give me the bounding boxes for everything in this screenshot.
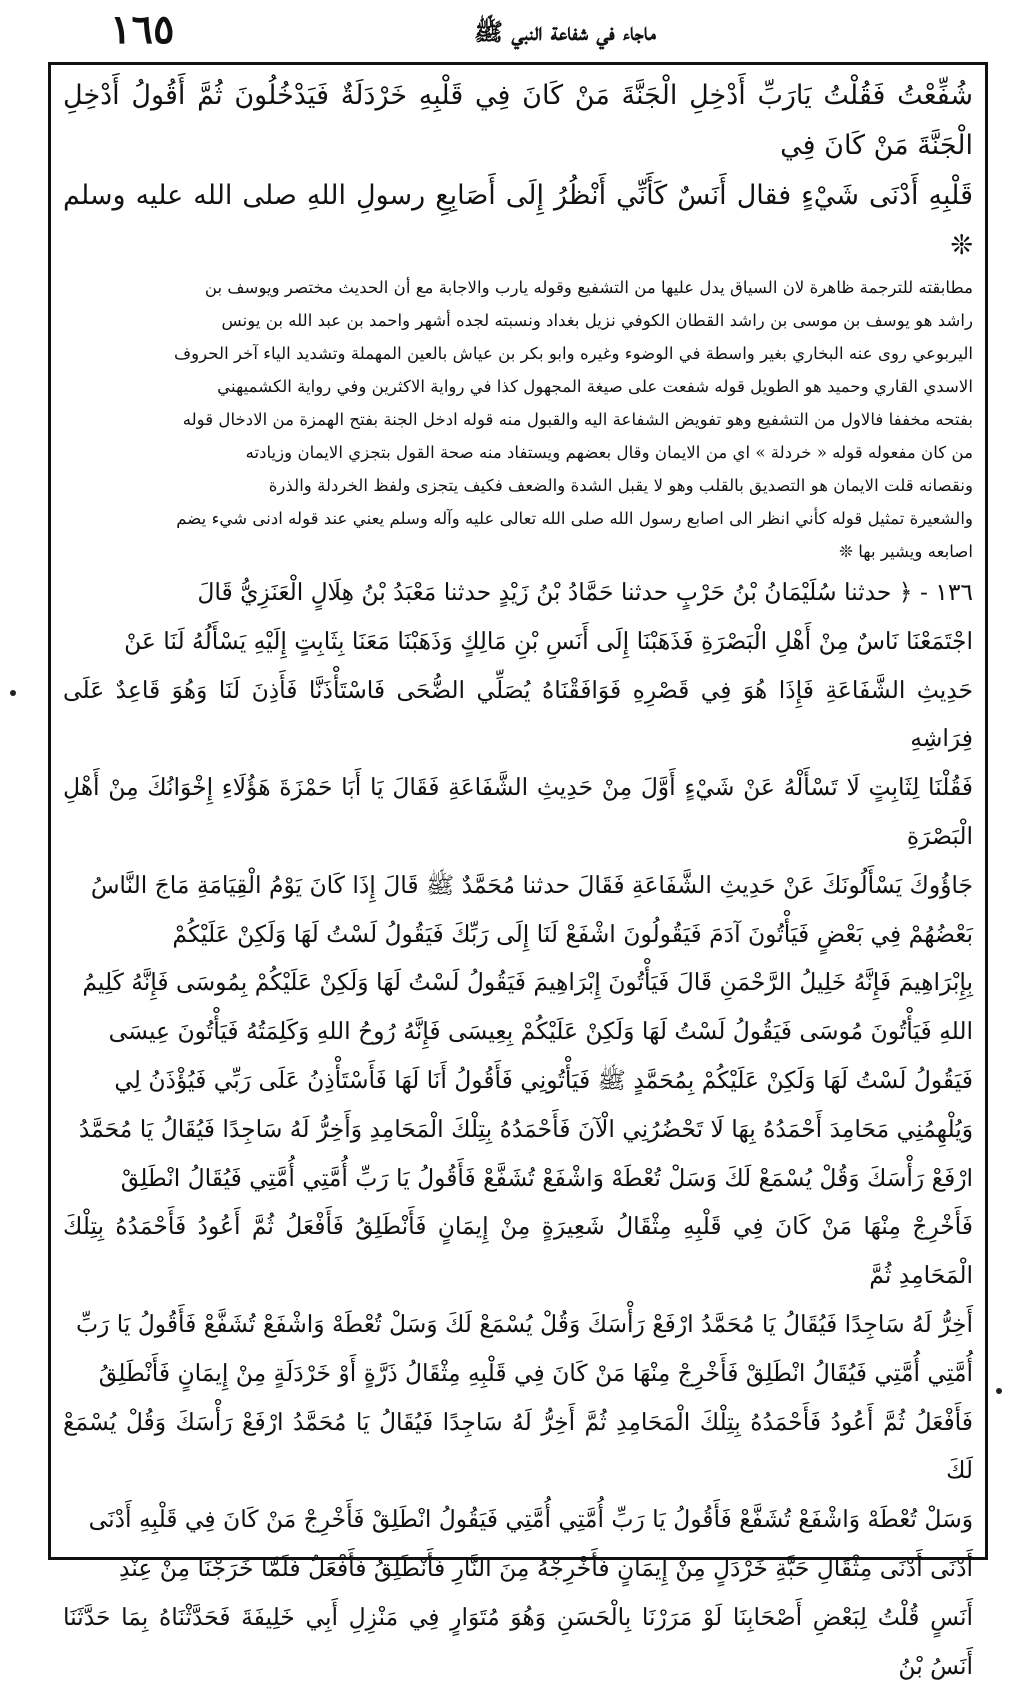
hadith-line: وَيُلْهِمُنِي مَحَامِدَ أَحْمَدُهُ بِهَا لَا تَحْضُرُنِي الْآنَ فَأَحْمَدُهُ بِتِلْكَ الْمَحَامِدِ وَأَخِرُّ لَهُ سَاجِدًا فَيُقَالُ يَا مُحَمَّدُ <box>78 1114 973 1143</box>
hadith-line: ١٣٦ - ﴿ حدثنا سُلَيْمَانُ بْنُ حَرْبٍ حدثنا حَمَّادُ بْنُ زَيْدٍ حدثنا مَعْبَدُ بْنُ هِلَالٍ الْعَنَزِيُّ قَالَ <box>197 578 973 606</box>
margin-dot <box>10 690 16 696</box>
hadith-line: بَعْضُهُمْ فِي بَعْضٍ فَيَأْتُونَ آدَمَ فَيَقُولُونَ اشْفَعْ لَنَا إِلَى رَبِّكَ فَيَقُولُ لَسْتُ لَهَا وَلَكِنْ عَلَيْكُمْ <box>172 919 973 948</box>
commentary-line: اصابعه ويشير بها ❊ <box>839 542 973 561</box>
hadith-line: فَقُلْنَا لِثَابِتٍ لَا تَسْأَلْهُ عَنْ شَيْءٍ أَوَّلَ مِنْ حَدِيثِ الشَّفَاعَةِ فَقَالَ يَا أَبَا حَمْزَةَ هَؤُلَاءِ إِخْوَانُكَ مِنْ أَهْلِ الْبَصْرَةِ <box>63 773 973 850</box>
hadith-line: بِإِبْرَاهِيمَ فَإِنَّهُ خَلِيلُ الرَّحْمَنِ قَالَ فَيَأْتُونَ إِبْرَاهِيمَ فَيَقُولُ لَسْتُ لَهَا وَلَكِنْ عَلَيْكُمْ بِمُوسَى فَإِنَّهُ كَلِيمُ <box>82 968 973 997</box>
hadith-intro <box>63 71 973 271</box>
margin-dot <box>996 1388 1002 1394</box>
hadith-line: أَدْنَى أَدْنَى مِثْقَالِ حَبَّةِ خَرْدَلٍ مِنْ إِيمَانٍ فَأَخْرِجْهُ مِنَ النَّارِ فَأَنْطَلِقُ فَأَفْعَلُ فَلَمَّا خَرَجْنَا مِنْ عِنْدِ <box>119 1553 973 1582</box>
page-number: ١٦٥ <box>110 6 175 53</box>
hadith-main <box>63 568 973 1690</box>
hadith-line: حَدِيثِ الشَّفَاعَةِ فَإِذَا هُوَ فِي قَصْرِهِ فَوَافَقْنَاهُ يُصَلِّي الضُّحَى فَاسْتَأْذَنَّا فَأَذِنَ لَنَا وَهُوَ قَاعِدٌ عَلَى فِرَاشِهِ <box>63 675 973 753</box>
hadith-line: ارْفَعْ رَأْسَكَ وَقُلْ يُسْمَعْ لَكَ وَسَلْ تُعْطَهْ وَاشْفَعْ تُشَفَّعْ فَأَقُولُ يَا رَبِّ أُمَّتِي أُمَّتِي فَيُقَالُ انْطَلِقْ <box>120 1163 973 1192</box>
running-header: ماجاء في شفاعة النبي ﷺ <box>474 17 656 46</box>
hadith-line: فَأَفْعَلُ ثُمَّ أَعُودُ فَأَحْمَدُهُ بِتِلْكَ الْمَحَامِدِ ثُمَّ أَخِرُّ لَهُ سَاجِدًا فَيُقَالُ يَا مُحَمَّدُ ارْفَعْ رَأْسَكَ وَقُلْ يُسْمَعْ لَكَ <box>63 1407 973 1485</box>
commentary <box>63 271 973 568</box>
commentary-line: اليربوعي روى عنه البخاري بغير واسطة في الوضوء وغيره وابو بكر بن عياش بالعين المهملة وتشديد الياء آخر الحروف <box>173 344 973 363</box>
commentary-line: راشد هو يوسف بن موسى بن راشد القطان الكوفي نزيل بغداد ونسبته لجده أشهر واحمد بن عبد الله بن يونس <box>221 311 973 330</box>
commentary-line: والشعيرة تمثيل قوله كأني انظر الى اصابع رسول الله صلى الله تعالى عليه وآله وسلم يعني عند قوله ادنى شيء يضم <box>176 509 973 528</box>
hadith-line: قَلْبِهِ أَدْنَى شَيْءٍ فقال أَنَسٌ كَأَنِّي أَنْظُرُ إِلَى أَصَابِعِ رسولِ اللهِ صلى الله عليه وسلم ❊ <box>63 180 973 261</box>
hadith-line: وَسَلْ تُعْطَهْ وَاشْفَعْ تُشَفَّعْ فَأَقُولُ يَا رَبِّ أُمَّتِي أُمَّتِي فَيَقُولُ انْطَلِقْ فَأَخْرِجْ مَنْ كَانَ فِي قَلْبِهِ أَدْنَى <box>88 1505 973 1534</box>
commentary-line: بفتحه مخففا فالاول من التشفيع وهو تفويض الشفاعة اليه والقبول منه قوله ادخل الجنة بفتح الهمزة من الادخال قوله <box>182 410 973 429</box>
commentary-line: من كان مفعوله قوله « خردلة » اي من الايمان وقال بعضهم ويستفاد منه صحة القول بتجزي الايمان وزيادته <box>245 443 973 462</box>
hadith-line: فَأَخْرِجْ مِنْهَا مَنْ كَانَ فِي قَلْبِهِ مِثْقَالُ شَعِيرَةٍ مِنْ إِيمَانٍ فَأَنْطَلِقُ فَأَفْعَلُ ثُمَّ أَعُودُ فَأَحْمَدُهُ بِتِلْكَ الْمَحَامِدِ ثُمَّ <box>63 1212 973 1290</box>
hadith-line: أُمَّتِي أُمَّتِي فَيُقَالُ انْطَلِقْ فَأَخْرِجْ مِنْهَا مَنْ كَانَ فِي قَلْبِهِ مِثْقَالُ ذَرَّةٍ أَوْ خَرْدَلَةٍ مِنْ إِيمَانٍ فَأَنْطَلِقُ <box>98 1358 973 1387</box>
page-frame <box>48 62 988 1680</box>
hadith-line: فَيَقُولُ لَسْتُ لَهَا وَلَكِنْ عَلَيْكُمْ بِمُحَمَّدٍ ﷺ فَيَأْتُونِي فَأَقُولُ أَنَا لَهَا فَأَسْتَأْذِنُ عَلَى رَبِّي فَيُؤْذَنُ لِي <box>114 1065 973 1094</box>
hadith-line: أَنَسٍ قُلْتُ لِبَعْضِ أَصْحَابِنَا لَوْ مَرَرْنَا بِالْحَسَنِ وَهُوَ مُتَوَارٍ فِي مَنْزِلِ أَبِي خَلِيفَةَ فَحَدَّثْنَاهُ بِمَا حَدَّثَنَا أَنَسُ بْنُ <box>63 1602 973 1680</box>
hadith-line: اجْتَمَعْنَا نَاسٌ مِنْ أَهْلِ الْبَصْرَةِ فَذَهَبْنَا إِلَى أَنَسِ بْنِ مَالِكٍ وَذَهَبْنَا مَعَنَا بِثَابِتٍ إِلَيْهِ يَسْأَلُهُ لَنَا عَنْ <box>124 626 973 655</box>
commentary-line: ونقصانه قلت الايمان هو التصديق بالقلب وهو لا يقبل الشدة والضعف فكيف يتجزى ولفظ الخردلة والذرة <box>268 476 973 495</box>
hadith-line: أَخِرُّ لَهُ سَاجِدًا فَيُقَالُ يَا مُحَمَّدُ ارْفَعْ رَأْسَكَ وَقُلْ يُسْمَعْ لَكَ وَسَلْ تُعْطَهْ وَاشْفَعْ تُشَفَّعْ فَأَقُولُ يَا رَبِّ <box>75 1309 973 1338</box>
commentary-line: مطابقته للترجمة ظاهرة لان السياق يدل عليها من التشفيع وقوله يارب والاجابة مع أن الحديث مختصر ويوسف بن <box>204 278 973 297</box>
hadith-line: جَاؤُوكَ يَسْأَلُونَكَ عَنْ حَدِيثِ الشَّفَاعَةِ فَقَالَ حدثنا مُحَمَّدٌ ﷺ قَالَ إِذَا كَانَ يَوْمُ الْقِيَامَةِ مَاجَ النَّاسُ <box>90 870 973 899</box>
hadith-line: شُفِّعْتُ فَقُلْتُ يَارَبِّ أَدْخِلِ الْجَنَّةَ مَنْ كَانَ فِي قَلْبِهِ خَرْدَلَةٌ فَيَدْخُلُونَ ثُمَّ أَقُولُ أَدْخِلِ الْجَنَّةَ مَنْ كَانَ فِي <box>63 80 973 161</box>
hadith-line: اللهِ فَيَأْتُونَ مُوسَى فَيَقُولُ لَسْتُ لَهَا وَلَكِنْ عَلَيْكُمْ بِعِيسَى فَإِنَّهُ رُوحُ اللهِ وَكَلِمَتُهُ فَيَأْتُونَ عِيسَى <box>108 1017 973 1046</box>
commentary-line: الاسدي القاري وحميد هو الطويل قوله شفعت على صيغة المجهول كذا في رواية الاكثرين وفي رواية الكشميهني <box>217 377 973 396</box>
